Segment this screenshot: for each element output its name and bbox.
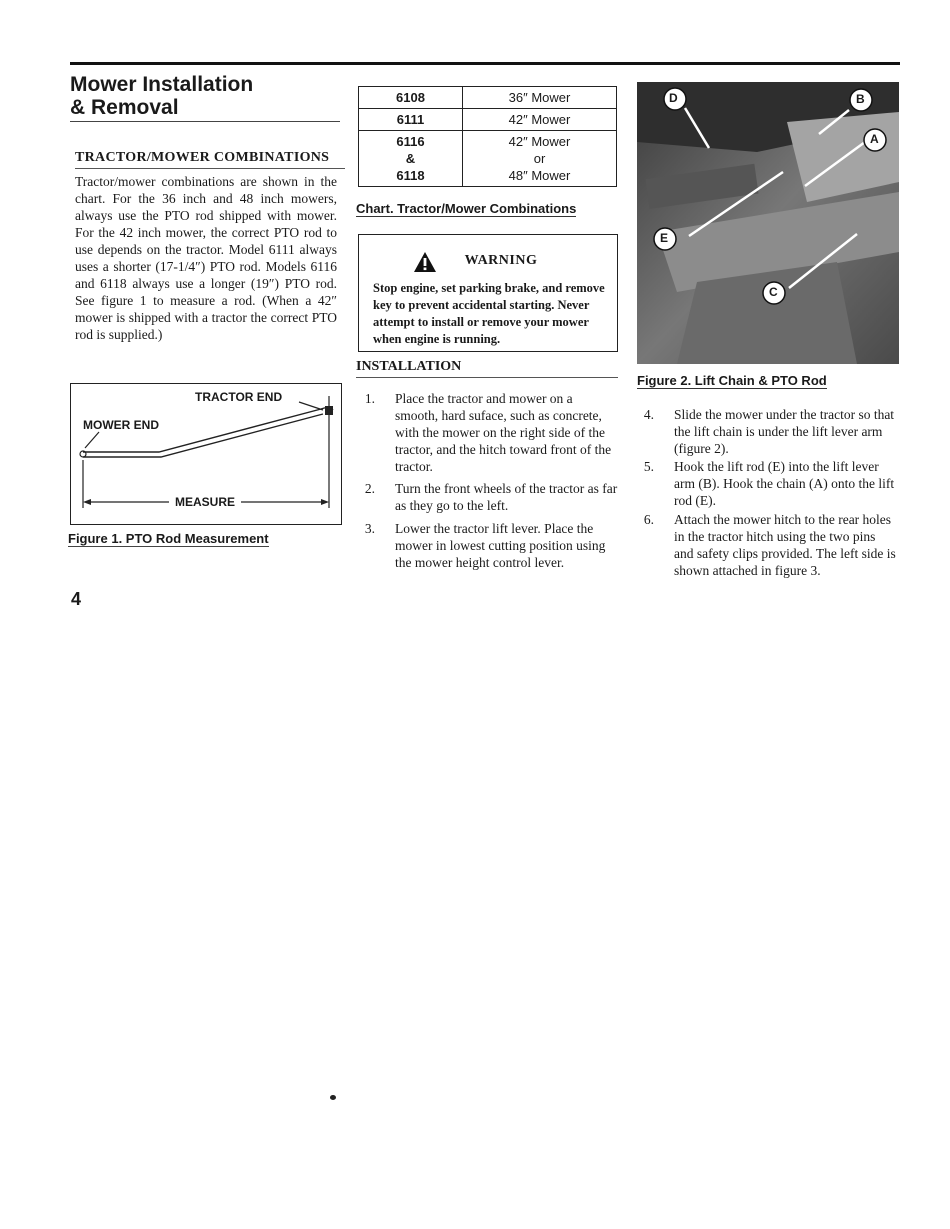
figure-2-caption-text: Figure 2. Lift Chain & PTO Rod bbox=[637, 373, 827, 388]
label-d: D bbox=[669, 91, 678, 105]
installation-heading: INSTALLATION bbox=[356, 359, 618, 378]
figure-1-caption: Figure 1. PTO Rod Measurement bbox=[68, 531, 269, 546]
model-a: 6116 bbox=[396, 134, 425, 149]
table-row bbox=[359, 109, 617, 131]
step-number: 4. bbox=[643, 407, 654, 422]
ink-speck bbox=[330, 1095, 336, 1100]
warning-text: Stop engine, set parking brake, and remove key to prevent accidental starting. Never attempt to install or remove your mower when engine is running. bbox=[373, 281, 605, 346]
lift-chain-photo bbox=[637, 82, 899, 364]
table-row bbox=[359, 87, 617, 109]
top-rule bbox=[70, 62, 900, 65]
combinations-text: Tractor/mower combinations are shown in the chart. For the 36 inch and 48 inch mowers, always use the PTO rod shipped with mower. For the 42 inch mower, the correct PTO rod to use depends on the tractor. Model 6111 always uses a shorter (17-1/4″) PTO rod. Models 6116 and 6118 always use a longer (19″) PTO rod. See figure 1 to measure a rod. (When a 42″ mower is shipped with a tractor the correct PTO rod is supplied.) bbox=[75, 174, 337, 342]
tractor-end-label: TRACTOR END bbox=[195, 390, 283, 404]
step-text: Place the tractor and mower on a smooth, hard suface, such as concrete, with the mower on the right side of the tractor, and the hitch toward front of the tractor. bbox=[395, 391, 612, 474]
step-text: Turn the front wheels of the tractor as far as they go to the left. bbox=[395, 481, 618, 513]
title-line-1: Mower Installation bbox=[70, 73, 254, 96]
step-text: Slide the mower under the tractor so that the lift chain is under the lift lever arm (figure 2). bbox=[674, 407, 895, 456]
step-number: 6. bbox=[643, 512, 654, 527]
title-line-2: & Removal bbox=[70, 96, 179, 119]
step-text: Lower the tractor lift lever. Place the mower in lowest cutting position using the mower height control lever. bbox=[395, 521, 606, 570]
step-number: 2. bbox=[364, 481, 375, 496]
warning-heading: WARNING bbox=[464, 253, 538, 268]
figure-2-photo bbox=[637, 82, 899, 364]
warning-box bbox=[358, 234, 618, 352]
step-number: 5. bbox=[643, 459, 654, 474]
label-a: A bbox=[870, 132, 879, 146]
chart-caption-text: Chart. Tractor/Mower Combinations bbox=[356, 201, 577, 216]
mower-cell: 36″ Mower bbox=[463, 87, 617, 109]
step-number: 1. bbox=[364, 391, 375, 406]
model-amp: & bbox=[405, 151, 416, 166]
mower-b: 48″ Mower bbox=[508, 168, 571, 183]
step-number: 3. bbox=[364, 521, 375, 536]
model-b: 6118 bbox=[396, 168, 425, 183]
step-text: Attach the mower hitch to the rear holes in the tractor hitch using the two pins and safety clips provided. The left side is shown attached in figure 3. bbox=[674, 512, 896, 578]
measure-label: MEASURE bbox=[175, 495, 236, 509]
mower-or: or bbox=[533, 151, 546, 166]
label-c: C bbox=[769, 285, 778, 299]
table-row bbox=[359, 131, 617, 187]
model-cell: 6111 bbox=[359, 109, 463, 131]
mower-a: 42″ Mower bbox=[508, 134, 571, 149]
mower-cell: 42″ Mower bbox=[463, 109, 617, 131]
page-number: 4 bbox=[71, 589, 82, 609]
figure-2-caption bbox=[637, 373, 827, 388]
step-text: Hook the lift rod (E) into the lift lever arm (B). Hook the chain (A) onto the lift rod (E). bbox=[674, 459, 895, 508]
combinations-chart bbox=[358, 86, 617, 187]
model-cell: 6108 bbox=[359, 87, 463, 109]
combinations-heading: TRACTOR/MOWER COMBINATIONS bbox=[75, 150, 345, 169]
chart-caption bbox=[356, 201, 576, 216]
section-title bbox=[70, 73, 340, 122]
mower-end-label: MOWER END bbox=[83, 418, 159, 432]
model-cell bbox=[359, 131, 463, 187]
label-e: E bbox=[660, 231, 669, 245]
figure-1-diagram bbox=[70, 383, 342, 525]
mower-cell bbox=[463, 131, 617, 187]
label-b: B bbox=[856, 92, 865, 106]
